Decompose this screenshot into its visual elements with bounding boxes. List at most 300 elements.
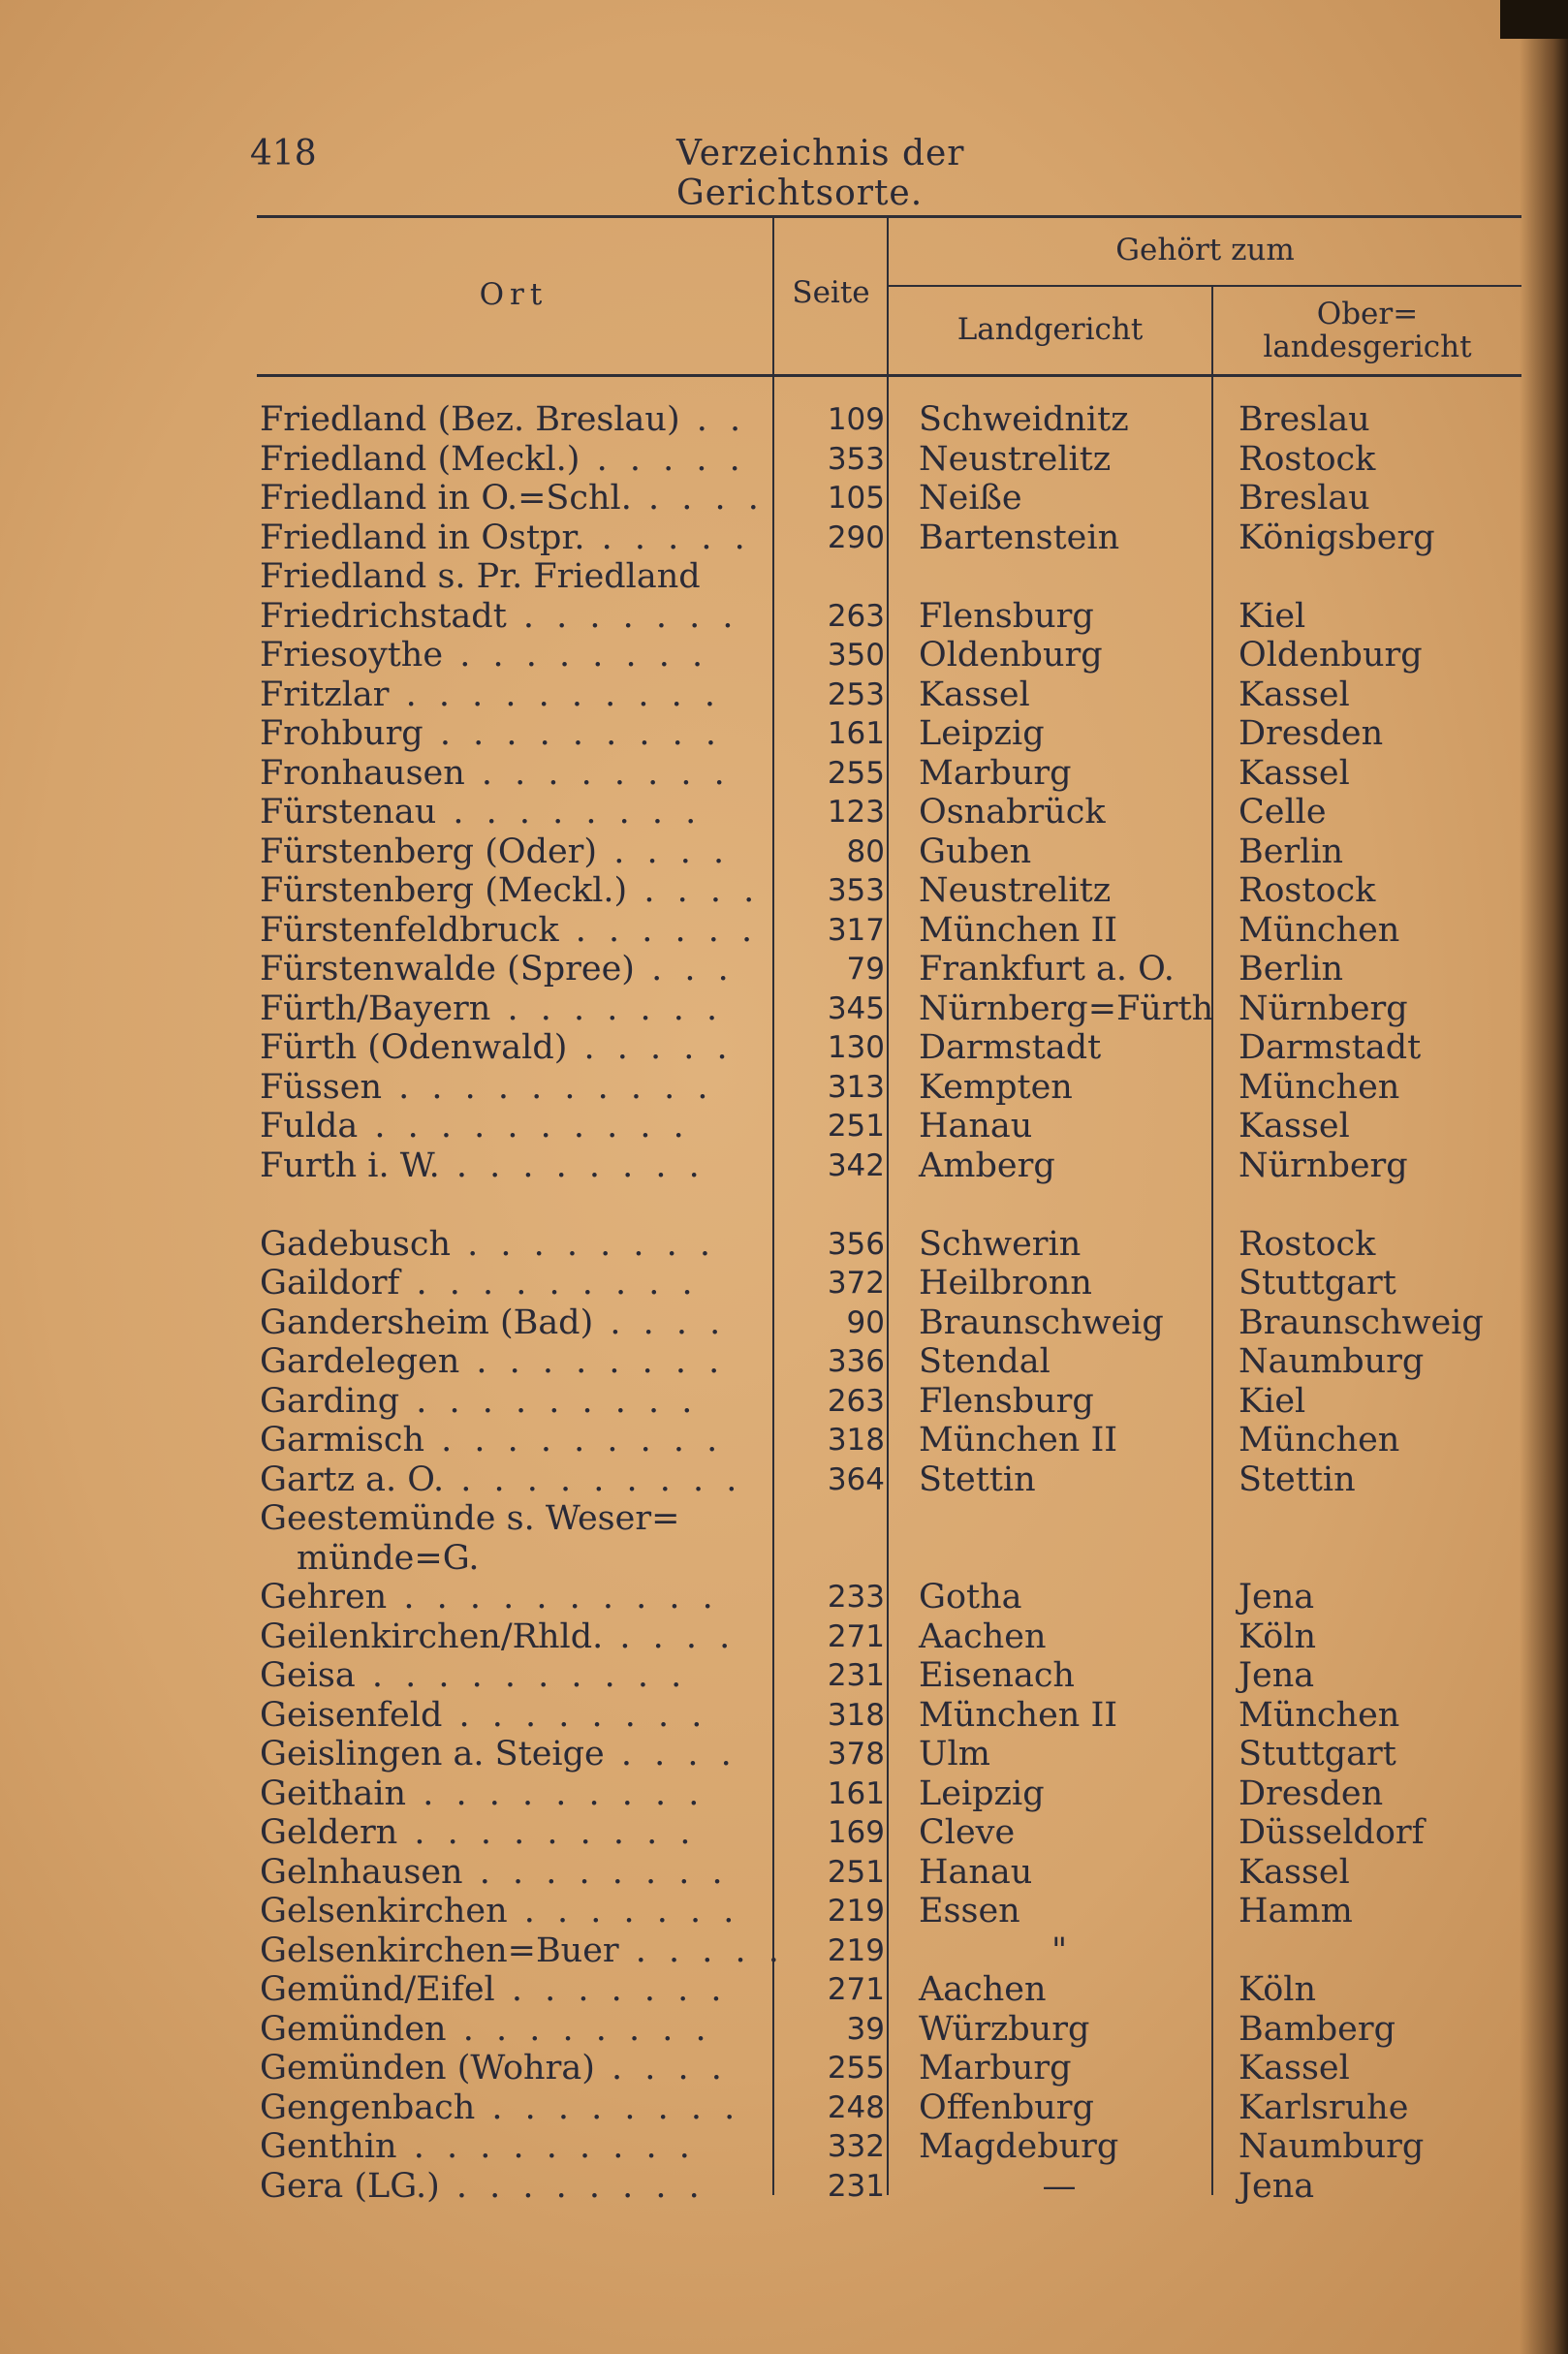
cell-ort xyxy=(260,950,764,989)
leader-dots: . . . xyxy=(634,950,735,989)
cell-oberlandesgericht: Oldenburg xyxy=(1239,636,1423,675)
cell-ort xyxy=(260,871,764,910)
cell-ort xyxy=(260,793,764,832)
cell-ort xyxy=(260,2049,764,2087)
cell-ort xyxy=(260,1382,764,1421)
table-row xyxy=(260,1617,1520,1657)
ort-name: münde=G. xyxy=(297,1538,480,1578)
table-row xyxy=(260,1421,1520,1460)
cell-landgericht: Frankfurt a. O. xyxy=(919,950,1175,989)
cell-landgericht: Würzburg xyxy=(919,2009,1090,2049)
table-row xyxy=(260,1185,1520,1225)
leader-dots: . . . . . . . . . . xyxy=(358,1107,690,1146)
cell-seite: 263 xyxy=(827,598,885,634)
ort-name: Gelnhausen xyxy=(260,1852,463,1892)
cell-landgericht: Gotha xyxy=(919,1578,1022,1616)
leader-dots: . . . . . . . xyxy=(506,596,739,636)
cell-seite: 255 xyxy=(827,2051,885,2086)
cell-ort xyxy=(260,1930,785,1970)
cell-seite: 336 xyxy=(827,1344,885,1379)
cell-landgericht: Kempten xyxy=(919,1067,1073,1107)
cell-oberlandesgericht: Köln xyxy=(1239,1970,1317,2009)
table-row xyxy=(260,1068,1520,1108)
cell-seite: 263 xyxy=(827,1383,885,1419)
table-top-rule xyxy=(257,215,1521,218)
cell-seite: 105 xyxy=(827,481,885,516)
table-row xyxy=(260,1774,1520,1814)
table-row xyxy=(260,1578,1520,1617)
leader-dots: . . . . . . . . xyxy=(451,1224,717,1264)
table-row xyxy=(260,1264,1520,1303)
cell-landgericht: " xyxy=(1051,1930,1068,1970)
cell-landgericht: Leipzig xyxy=(919,1773,1045,1813)
cell-ort xyxy=(260,2167,764,2206)
ort-name: Fulda xyxy=(260,1107,359,1146)
cell-ort xyxy=(260,1342,764,1381)
cell-seite: 356 xyxy=(827,1226,885,1262)
table-row xyxy=(260,597,1520,637)
cell-seite: 123 xyxy=(827,795,885,830)
leader-dots: . . . . xyxy=(604,1735,737,1773)
ort-name: Gaildorf xyxy=(260,1264,400,1303)
cell-seite: 313 xyxy=(827,1069,885,1105)
ort-name: Fürth/Bayern xyxy=(260,989,491,1028)
cell-ort xyxy=(260,1617,764,1656)
ort-name: Fürstenau xyxy=(260,793,437,832)
table-row xyxy=(260,2088,1520,2128)
header-bottom-rule xyxy=(257,374,1521,377)
cell-ort xyxy=(260,2010,764,2049)
table-row xyxy=(260,1225,1520,1265)
cell-oberlandesgericht: Nürnberg xyxy=(1239,1146,1408,1185)
cell-seite: 271 xyxy=(827,1972,885,2007)
table-row xyxy=(260,1499,1520,1539)
cell-oberlandesgericht: Naumburg xyxy=(1239,1342,1425,1381)
cell-oberlandesgericht: Nürnberg xyxy=(1239,989,1408,1028)
ort-name: Friesoythe xyxy=(260,636,444,675)
cell-oberlandesgericht: Celle xyxy=(1239,793,1327,832)
cell-ort xyxy=(260,1499,764,1538)
cell-oberlandesgericht: Karlsruhe xyxy=(1239,2087,1409,2127)
page-header xyxy=(250,134,1122,213)
cell-landgericht: Aachen xyxy=(919,1616,1047,1656)
cell-oberlandesgericht: Hamm xyxy=(1239,1892,1353,1930)
cell-landgericht: Stendal xyxy=(919,1342,1051,1381)
cell-ort xyxy=(260,989,764,1028)
ort-name: Friedland in Ostpr. xyxy=(260,518,585,557)
cell-oberlandesgericht: Stettin xyxy=(1239,1459,1356,1499)
cell-oberlandesgericht: München xyxy=(1239,1695,1400,1735)
cell-oberlandesgericht: Stuttgart xyxy=(1239,1735,1396,1773)
cell-ort xyxy=(260,479,764,518)
cell-oberlandesgericht: Berlin xyxy=(1239,950,1344,989)
header-olg-line1: Ober= xyxy=(1316,297,1419,331)
leader-dots: . . . . . . . . xyxy=(443,636,709,675)
table-row xyxy=(260,400,1520,440)
leader-dots: . . . . . . . xyxy=(494,1970,728,2009)
cell-ort xyxy=(260,2088,764,2127)
cell-landgericht: Magdeburg xyxy=(919,2127,1119,2166)
cell-ort xyxy=(260,1028,764,1067)
cell-seite: 342 xyxy=(827,1147,885,1183)
cell-landgericht: Darmstadt xyxy=(919,1028,1102,1067)
cell-landgericht: München II xyxy=(919,910,1118,950)
cell-oberlandesgericht: Kassel xyxy=(1239,1852,1350,1892)
running-title: Verzeichnis der Gerichtsorte. xyxy=(676,134,965,213)
table-body xyxy=(260,400,1520,2206)
cell-ort xyxy=(260,1735,764,1773)
cell-oberlandesgericht: Königsberg xyxy=(1239,518,1435,557)
ort-name: Furth i. W. xyxy=(260,1146,440,1185)
leader-dots: . . . . xyxy=(594,2049,728,2087)
table-row xyxy=(260,871,1520,911)
cell-seite: 109 xyxy=(827,402,885,437)
ort-name: Fürth (Odenwald) xyxy=(260,1028,568,1067)
group-header-rule xyxy=(887,285,1521,287)
cell-ort xyxy=(260,1421,764,1459)
ort-name: Geisa xyxy=(260,1656,356,1695)
table-row xyxy=(260,1970,1520,2010)
cell-ort xyxy=(260,1970,764,2009)
table-row xyxy=(260,479,1520,518)
cell-oberlandesgericht: Rostock xyxy=(1239,1224,1376,1264)
cell-ort xyxy=(260,1656,764,1695)
ort-name: Gadebusch xyxy=(260,1224,451,1264)
ort-name: Gemünden (Wohra) xyxy=(260,2049,595,2087)
leader-dots: . . . . . . . . . . xyxy=(387,1578,719,1616)
cell-landgericht: Eisenach xyxy=(919,1656,1075,1695)
cell-ort xyxy=(260,1696,764,1735)
cell-seite: 219 xyxy=(827,1932,885,1968)
cell-landgericht: Offenburg xyxy=(919,2087,1094,2127)
cell-oberlandesgericht: Jena xyxy=(1239,1578,1315,1616)
cell-landgericht: Osnabrück xyxy=(919,793,1106,832)
leader-dots: . . . . . . . . xyxy=(436,793,703,832)
leader-dots: . . . . . . . . . xyxy=(444,1459,743,1499)
cell-oberlandesgericht: Kiel xyxy=(1239,596,1306,636)
ort-name: Gehren xyxy=(260,1578,388,1616)
cell-landgericht: München II xyxy=(919,1421,1118,1459)
table-row xyxy=(260,675,1520,715)
cell-ort xyxy=(260,1460,764,1499)
cell-landgericht: Essen xyxy=(919,1892,1020,1930)
leader-dots: . . . . xyxy=(627,871,761,910)
cell-landgericht: Flensburg xyxy=(919,596,1094,636)
header-landgericht: Landgericht xyxy=(956,312,1144,347)
ort-name: Garding xyxy=(260,1381,400,1421)
ort-name: Geithain xyxy=(260,1773,407,1813)
header-seite: Seite xyxy=(792,275,870,310)
table-row xyxy=(260,2127,1520,2167)
cell-ort xyxy=(260,597,764,636)
table-row xyxy=(260,1656,1520,1696)
cell-seite: 219 xyxy=(827,1894,885,1929)
cell-oberlandesgericht: Kassel xyxy=(1239,675,1350,714)
cell-seite: 79 xyxy=(846,952,885,987)
cell-ort xyxy=(260,1146,764,1185)
ort-name: Gandersheim (Bad) xyxy=(260,1303,594,1342)
table-row xyxy=(260,1107,1520,1146)
cell-landgericht: Amberg xyxy=(919,1146,1055,1185)
cell-seite: 161 xyxy=(827,1775,885,1811)
leader-dots: . . . . . . . . xyxy=(439,1146,706,1185)
table-row xyxy=(260,1696,1520,1736)
leader-dots: . . . . . . . . . xyxy=(424,1421,724,1459)
cell-landgericht: Guben xyxy=(919,832,1032,871)
cell-ort xyxy=(260,1892,764,1930)
leader-dots: . . . . . xyxy=(618,1930,785,1970)
cell-landgericht: Neustrelitz xyxy=(919,439,1112,479)
cell-oberlandesgericht: Köln xyxy=(1239,1616,1317,1656)
cell-seite: 39 xyxy=(846,2011,885,2047)
cell-oberlandesgericht: Berlin xyxy=(1239,832,1344,871)
ort-name: Fürstenberg (Meckl.) xyxy=(260,871,628,910)
cell-landgericht: Hanau xyxy=(919,1852,1033,1892)
cell-landgericht: Marburg xyxy=(919,753,1072,793)
cell-oberlandesgericht: Kassel xyxy=(1239,2049,1350,2087)
cell-seite: 332 xyxy=(827,2129,885,2164)
cell-oberlandesgericht: Rostock xyxy=(1239,871,1376,910)
leader-dots: . . . . . . . . . xyxy=(396,2127,696,2166)
cell-landgericht: Schwerin xyxy=(919,1224,1082,1264)
leader-dots: . . . . xyxy=(603,1616,737,1656)
table-row xyxy=(260,440,1520,480)
cell-oberlandesgericht: Darmstadt xyxy=(1239,1028,1422,1067)
ort-name: Genthin xyxy=(260,2127,397,2166)
leader-dots: . . . . xyxy=(631,479,765,518)
cell-oberlandesgericht: München xyxy=(1239,1421,1400,1459)
table-row xyxy=(260,1460,1520,1500)
cell-landgericht: Kassel xyxy=(919,675,1030,714)
ort-name: Gardelegen xyxy=(260,1342,460,1381)
page-number: 418 xyxy=(250,134,317,173)
cell-oberlandesgericht: Dresden xyxy=(1239,714,1384,753)
leader-dots: . . . . . . . . xyxy=(442,1695,708,1735)
cell-ort xyxy=(260,557,764,596)
cell-oberlandesgericht: Düsseldorf xyxy=(1239,1813,1425,1852)
cell-oberlandesgericht: Braunschweig xyxy=(1239,1303,1484,1342)
table-row xyxy=(260,518,1520,558)
cell-ort xyxy=(260,832,764,871)
cell-landgericht: Hanau xyxy=(919,1107,1033,1146)
table-row xyxy=(260,1813,1520,1853)
cell-landgericht: Braunschweig xyxy=(919,1303,1164,1342)
table-row xyxy=(260,754,1520,794)
table-row xyxy=(260,1146,1520,1186)
table-row xyxy=(260,1303,1520,1343)
cell-ort xyxy=(260,1225,764,1264)
ort-name: Friedland in O.=Schl. xyxy=(260,479,632,518)
cell-landgericht: — xyxy=(1042,2166,1077,2206)
header-ort: Ort xyxy=(479,277,549,312)
table-row xyxy=(260,1892,1520,1931)
leader-dots: . . . . . . . . xyxy=(439,2166,706,2206)
leader-dots: . . . . . . . . . . xyxy=(382,1067,714,1107)
leader-dots: . . . . . . . . . xyxy=(406,1773,706,1813)
cell-seite: 231 xyxy=(827,2168,885,2204)
cell-oberlandesgericht: Dresden xyxy=(1239,1773,1384,1813)
cell-ort xyxy=(260,1068,764,1107)
ort-name: Gera (LG.) xyxy=(260,2166,440,2206)
cell-oberlandesgericht: Kiel xyxy=(1239,1381,1306,1421)
ort-name: Gelsenkirchen=Buer xyxy=(260,1930,619,1970)
cell-seite: 90 xyxy=(846,1304,885,1340)
cell-landgericht: Heilbronn xyxy=(919,1264,1092,1303)
cell-ort xyxy=(260,911,764,950)
cell-ort xyxy=(260,1774,764,1813)
leader-dots: . . . . . . . xyxy=(507,1892,740,1930)
leader-dots: . . . . . . . . . xyxy=(397,1813,697,1852)
cell-ort xyxy=(260,714,764,753)
leader-dots: . . . . . . . . xyxy=(462,1852,729,1892)
ort-name: Fritzlar xyxy=(260,675,390,714)
leader-dots: . . . . . xyxy=(584,518,751,557)
cell-seite: 231 xyxy=(827,1658,885,1693)
cell-landgericht: Flensburg xyxy=(919,1381,1094,1421)
ort-name: Frohburg xyxy=(260,714,423,753)
cell-ort xyxy=(260,1813,764,1852)
ort-name: Fürstenfeldbruck xyxy=(260,910,559,950)
leader-dots: . . . . . xyxy=(580,439,746,479)
cell-seite: 353 xyxy=(827,873,885,908)
cell-seite: 317 xyxy=(827,912,885,948)
leader-dots: . . xyxy=(679,400,747,439)
cell-ort xyxy=(260,440,764,479)
cell-oberlandesgericht: München xyxy=(1239,1067,1400,1107)
leader-dots: . . . . . . . . . xyxy=(399,1264,699,1303)
ort-name: Garmisch xyxy=(260,1421,425,1459)
cell-oberlandesgericht: Stuttgart xyxy=(1239,1264,1396,1303)
leader-dots: . . . . xyxy=(593,1303,727,1342)
cell-seite: 169 xyxy=(827,1815,885,1850)
table-row xyxy=(260,2049,1520,2088)
cell-oberlandesgericht: Kassel xyxy=(1239,753,1350,793)
table-row xyxy=(260,636,1520,675)
cell-landgericht: Nürnberg=Fürth xyxy=(919,989,1214,1028)
cell-seite: 350 xyxy=(827,638,885,673)
table-row xyxy=(260,2167,1520,2207)
cell-landgericht: Ulm xyxy=(919,1735,990,1773)
ort-name: Gemünd/Eifel xyxy=(260,1970,495,2009)
cell-seite: 364 xyxy=(827,1461,885,1497)
cell-ort xyxy=(260,1539,764,1578)
leader-dots: . . . . . xyxy=(567,1028,734,1067)
ort-name: Geilenkirchen/Rhld. xyxy=(260,1616,604,1656)
header-olg-line2: landesgericht xyxy=(1263,330,1472,364)
leader-dots: . . . . . . . . . . xyxy=(355,1656,688,1695)
cell-landgericht: Leipzig xyxy=(919,714,1045,753)
cell-landgericht: Marburg xyxy=(919,2049,1072,2087)
scan-corner xyxy=(1500,0,1568,39)
cell-oberlandesgericht: Breslau xyxy=(1239,479,1370,518)
cell-oberlandesgericht: Bamberg xyxy=(1239,2009,1396,2049)
table-row xyxy=(260,832,1520,872)
cell-ort xyxy=(260,754,764,793)
cell-seite: 318 xyxy=(827,1423,885,1458)
cell-oberlandesgericht: München xyxy=(1239,910,1400,950)
ort-name: Friedrichstadt xyxy=(260,596,507,636)
cell-oberlandesgericht: Jena xyxy=(1239,2166,1315,2206)
cell-landgericht: Aachen xyxy=(919,1970,1047,2009)
cell-oberlandesgericht: Jena xyxy=(1239,1656,1315,1695)
table-row xyxy=(260,793,1520,832)
cell-seite: 255 xyxy=(827,755,885,791)
cell-seite: 251 xyxy=(827,1109,885,1144)
cell-seite: 80 xyxy=(846,833,885,869)
cell-seite: 353 xyxy=(827,441,885,477)
cell-seite: 345 xyxy=(827,990,885,1026)
ort-name: Geldern xyxy=(260,1813,398,1852)
cell-seite: 251 xyxy=(827,1854,885,1890)
cell-ort xyxy=(260,1853,764,1892)
cell-ort xyxy=(260,675,764,714)
table-row xyxy=(260,1382,1520,1422)
cell-seite: 290 xyxy=(827,519,885,555)
leader-dots: . . . . . . xyxy=(558,910,759,950)
ort-name: Gemünden xyxy=(260,2009,447,2049)
cell-seite: 248 xyxy=(827,2089,885,2125)
leader-dots: . . . . . . . . xyxy=(459,1342,726,1381)
leader-dots: . . . . . . . . . . xyxy=(389,675,722,714)
table-row xyxy=(260,1539,1520,1579)
leader-dots: . . . . . . . . xyxy=(464,753,731,793)
cell-oberlandesgericht: Rostock xyxy=(1239,439,1376,479)
table-row xyxy=(260,1342,1520,1382)
ort-name: Friedland (Meckl.) xyxy=(260,439,580,479)
ort-name: Fürstenberg (Oder) xyxy=(260,832,598,871)
ort-name: Gelsenkirchen xyxy=(260,1892,508,1930)
leader-dots: . . . . . . . . . xyxy=(423,714,722,753)
ort-name: Gartz a. O. xyxy=(260,1459,445,1499)
cell-ort xyxy=(260,400,764,439)
cell-seite: 253 xyxy=(827,676,885,712)
ort-name: Gengenbach xyxy=(260,2087,476,2127)
cell-seite: 372 xyxy=(827,1266,885,1301)
cell-landgericht: Bartenstein xyxy=(919,518,1120,557)
cell-ort xyxy=(260,636,764,675)
table-row xyxy=(260,1853,1520,1893)
cell-seite: 233 xyxy=(827,1580,885,1615)
cell-ort xyxy=(260,2127,764,2166)
table-row xyxy=(260,950,1520,989)
table-row xyxy=(260,1735,1520,1774)
cell-landgericht: Schweidnitz xyxy=(919,400,1129,439)
cell-landgericht: Neustrelitz xyxy=(919,871,1112,910)
cell-oberlandesgericht: Kassel xyxy=(1239,1107,1350,1146)
cell-landgericht: Cleve xyxy=(919,1813,1016,1852)
cell-seite: 161 xyxy=(827,716,885,751)
header-gehoert-zum: Gehört zum xyxy=(1115,233,1295,267)
ort-name: Friedland s. Pr. Friedland xyxy=(260,557,701,596)
table-row xyxy=(260,911,1520,951)
cell-ort xyxy=(260,1303,764,1342)
table-row xyxy=(260,989,1520,1029)
ort-name: Geislingen a. Steige xyxy=(260,1735,605,1773)
leader-dots: . . . . xyxy=(597,832,731,871)
table-row xyxy=(260,1931,1520,1971)
cell-landgericht: München II xyxy=(919,1695,1118,1735)
cell-ort xyxy=(260,1107,764,1146)
cell-seite: 378 xyxy=(827,1737,885,1772)
ort-name: Friedland (Bez. Breslau) xyxy=(260,400,680,439)
table-row xyxy=(260,714,1520,754)
cell-oberlandesgericht: Breslau xyxy=(1239,400,1370,439)
cell-seite: 318 xyxy=(827,1697,885,1733)
cell-seite: 130 xyxy=(827,1030,885,1065)
ort-name: Füssen xyxy=(260,1067,383,1107)
ort-name: Fürstenwalde (Spree) xyxy=(260,950,635,989)
ort-name: Geestemünde s. Weser= xyxy=(260,1499,680,1538)
